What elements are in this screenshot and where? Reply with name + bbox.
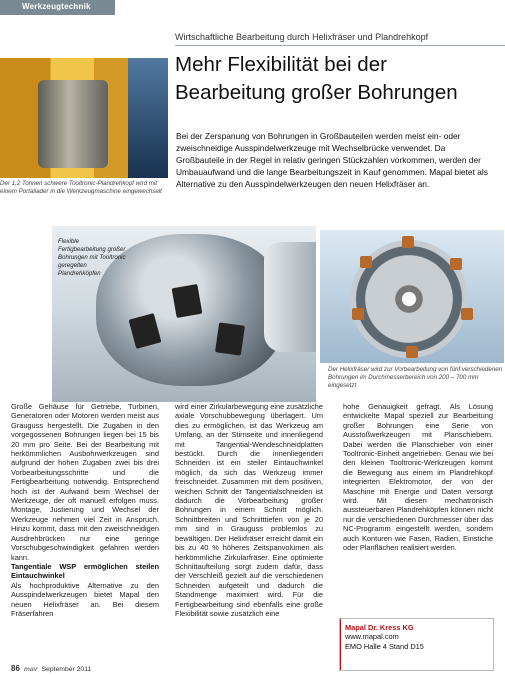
body-column-2 (175, 402, 323, 618)
contact-booth: EMO Halle 4 Stand D15 (345, 642, 424, 651)
helixfraeser-photo (320, 230, 504, 363)
tool-slot (172, 284, 203, 318)
contact-url[interactable]: www.mapal.com (345, 632, 399, 641)
cutter-insert (450, 258, 462, 270)
page-footer (11, 664, 91, 674)
body-paragraph: hohe Genauigkeit gefragt. Als Lösung entwickelte Mapal speziell zur Bearbeitung großer Bohrungen eine Serie von Ausstoßwerkzeugen mit Planschiebern. Dabei werden die Planschieber von einer Tooltronic-Einheit angetrieben. Genau wie bei den kleinen Tooltronic-Werkzeugen kommt die Bewegung aus einem im Plandrehkopf integrierten Elektromotor, der von der Maschine mit Energie und Daten versorgt wird. Mit diesen mechatronisch aussteuerbaren Plandrehköpfen können nicht nur die verschiedenen Durchmesser über das NC-Programm eingestellt werden, sondern auch Konturen wie Fasen, Radien, Einstiche oder Planflächen realisiert werden. (343, 402, 493, 553)
tool-slot (215, 322, 245, 355)
article-headline: Mehr Flexibilität bei der Bearbeitung großer Bohrungen (175, 53, 458, 104)
page-number: 86 (11, 664, 20, 673)
machine-frame-shape (128, 58, 168, 178)
article-kicker: Wirtschaftliche Bearbeitung durch Helixfräser und Plandrehkopf (175, 32, 429, 42)
section-tab (0, 0, 115, 15)
cutter-insert (360, 256, 372, 268)
body-paragraph: wird einer Zirkularbewegung eine zusätzliche axiale Vorschubbewegung überlagert. Um dies zu ermöglichen, ist das Werkzeug am Umfang, an der Stirnseite und innenliegend mit Tangential-Wendeschneidplatten bestückt. Durch die innenliegenden Schneiden ist ein steiler Eintauchwinkel möglich, da sich das Werkzeug immer freischneidet. Zusammen mit dem positiven, weichen Schnitt der Tangentialschneiden ist dadurch die Vorbearbeitung großer Bohrungen in einem Schnitt möglich. Schnittbreiten und Schnitttiefen von je 20 mm sind in Grauguss problemlos zu bewältigen. Der Helixfräser erreicht damit ein bis zu 40 % höheres Zeitspanvolumen als herkömmliche Zirkularfräser. Eine optimierte Schnittaufteilung sorgt zudem dafür, dass der Verschleiß gezielt auf die verschiedenen Schneiden aufgeteilt und dadurch die Standmenge maximiert wird. Für die Fertigbearbeitung sind ebenfalls eine große Flexibilität sowie zusätzlich eine (175, 402, 323, 618)
plandrehkopf-shape (38, 80, 108, 168)
tool-ring-shape (264, 242, 316, 352)
section-label: Werkzeugtechnik (22, 2, 91, 11)
contact-box (339, 618, 494, 671)
article-intro: Bei der Zerspanung von Bohrungen in Großbauteilen werden meist ein- oder zweischneidige Ausspindelwerkzeuge mit Wechselbrücke verwendet. Da Großbauteile in der Regel in relativ geringen Stückzahlen vorkommen, werden der Umbauaufwand und die lange Bearbeitungszeit in Kauf genommen. Mapal bietet als Alternative zu den Ausspindelwerkzeugen den neuen Helixfräser an. (176, 131, 488, 189)
body-column-3 (343, 402, 493, 553)
magazine-issue: September 2011 (41, 666, 92, 673)
cutter-insert (461, 308, 473, 320)
cutter-insert (406, 346, 418, 358)
body-paragraph: Als hochproduktive Alternative zu den Ausspindelwerkzeugen bietet Mapal den neuen Helixfräser an. Bei diesem Fräserfahren (11, 580, 159, 618)
header-rule (175, 45, 505, 46)
body-paragraph: Große Gehäuse für Getriebe, Turbinen, Generatoren oder Motoren werden meist aus Grauguss hergestellt. Die Zugaben in den vorgegossenen Bohrungen liegen bei 15 bis 20 mm pro Seite. Bei der Bearbeitung mit herkömmlichen Ausbohrwerkzeugen sind aufgrund der hohen Zugaben zwei bis drei Vorbearbeitungsschritte und die Fertigbearbeitung notwendig. Entsprechend hoch ist der Aufwand beim Wechsel der Werkzeuge, der oft manuell erfolgen muss. Montage, Justierung und Wechsel der Werkzeuge nehmen viel Zeit in Anspruch. Hinzu kommt, dass mit den zweischneidigen Ausdrehbrücken nur eine geringe Vorschubgeschwindigkeit gefahren werden kann. (11, 402, 159, 562)
cutter-insert (352, 308, 364, 320)
cutter-insert (402, 236, 414, 248)
photo-caption-machine: Der 1,2 Tonnen schwere Tooltronic-Plandrehkopf wird mit einem Portallader in die Werkzeugmaschine eingewechselt (0, 180, 162, 195)
body-column-1 (11, 402, 159, 618)
photo-caption-helixfraeser: Der Helixfräser wird zur Vorbearbeitung von fünf verschiedenen Bohrungen im Durchmesserbereich von 200 – 700 mm eingesetzt (328, 366, 503, 389)
body-subhead: Tangentiale WSP ermöglichen steilen Eintauchwinkel (11, 561, 159, 581)
machine-photo (0, 58, 168, 178)
contact-company: Mapal Dr. Kress KG (345, 623, 414, 632)
contact-accent-bar (340, 619, 341, 670)
photo-caption-plandrehkopf: Flexible Fertigbearbeitung großer Bohrungen mit Tooltronic geregelten Plandrehköpfen (58, 238, 126, 277)
magazine-name: mav (23, 666, 38, 673)
